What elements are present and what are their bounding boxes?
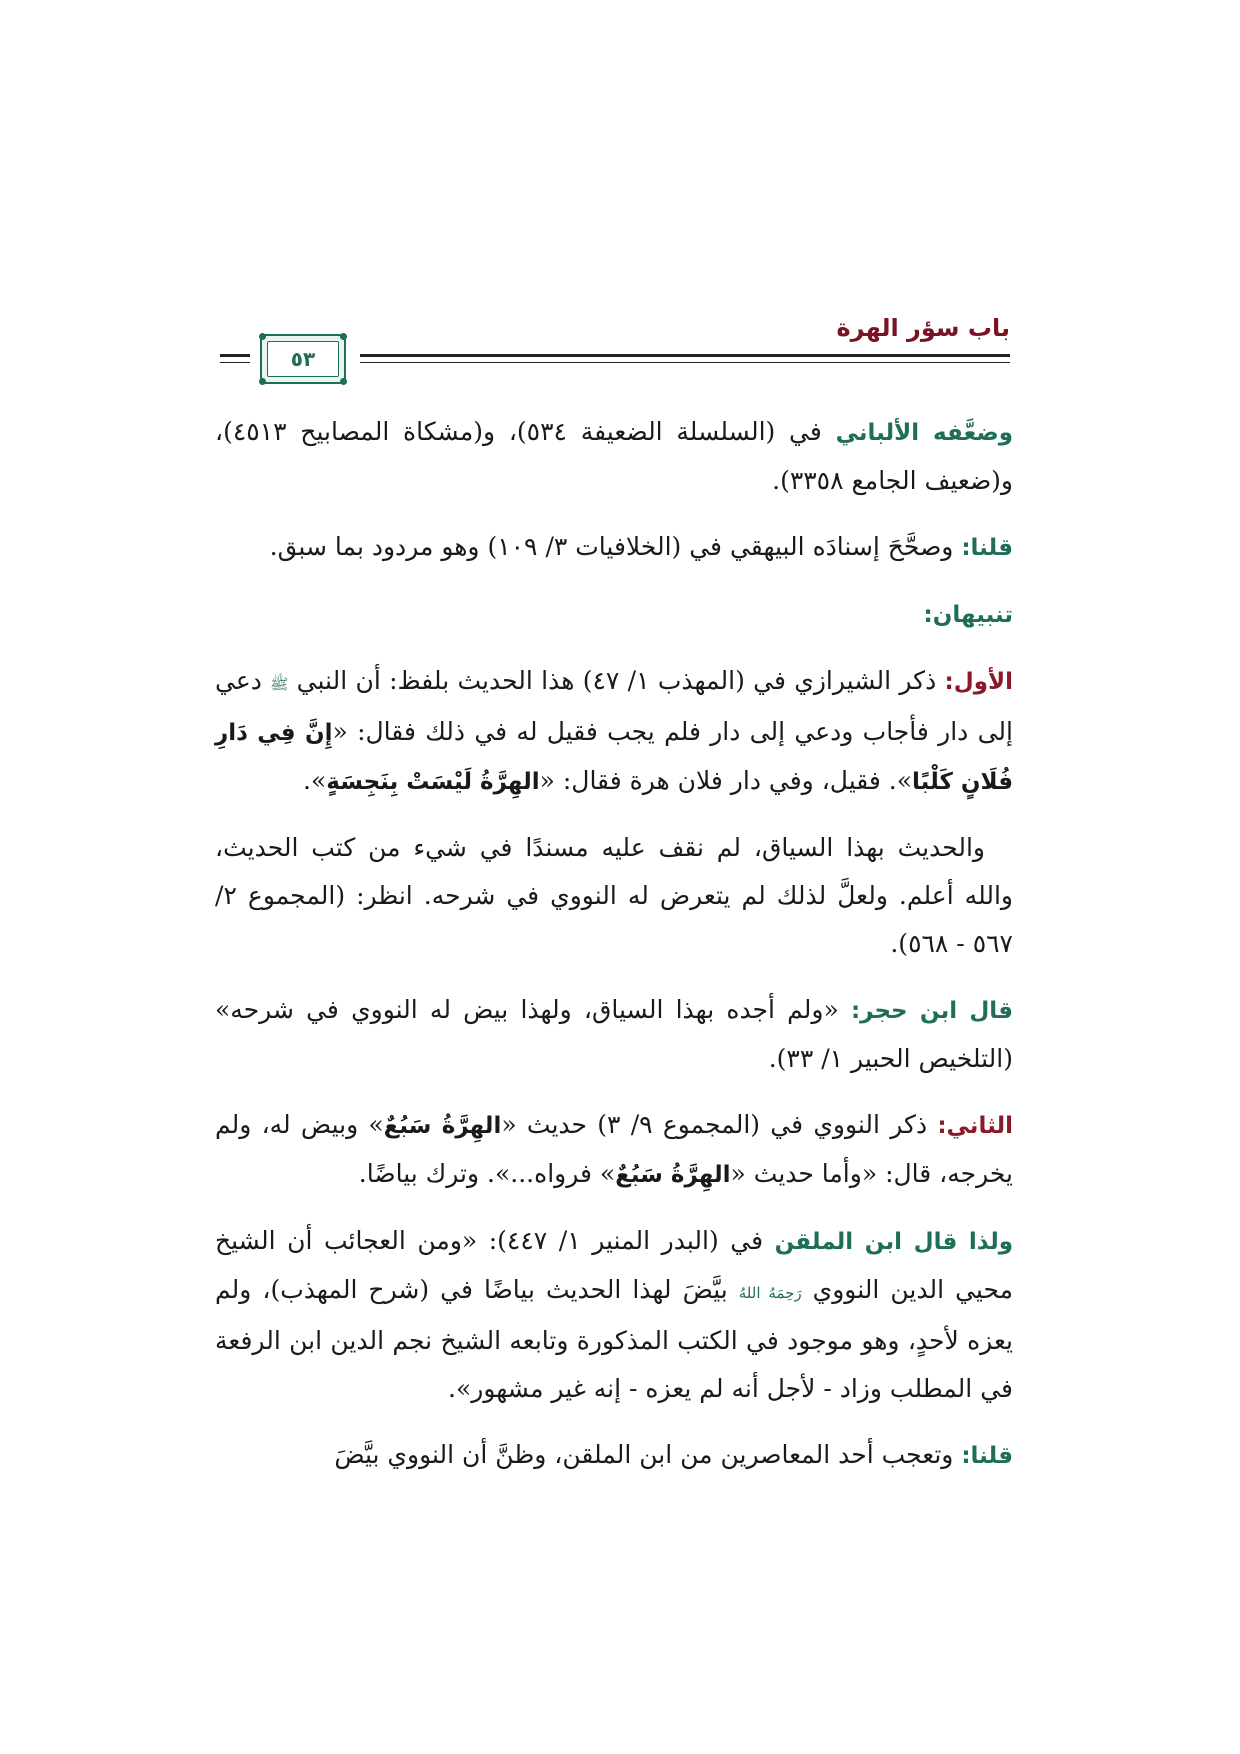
paragraph-albani-grading bbox=[215, 408, 1013, 505]
paragraph-text: ذكر الشيرازي في (المهذب ١/ ٤٧) هذا الحديث بلفظ: أن النبي bbox=[288, 666, 945, 695]
paragraph-text: بيَّضَ لهذا الحديث بياضًا في (شرح المهذب)، ولم يعزه لأحدٍ، وهو موجود في الكتب المذكورة وتابعه الشيخ نجم الدين ابن الرفعة في المطلب وزاد - لأجل أنه لم يعزه - إنه غير مشهور». bbox=[215, 1275, 1013, 1403]
paragraph-text: وتعجب أحد المعاصرين من ابن الملقن، وظنَّ أن النووي بيَّضَ bbox=[334, 1440, 962, 1469]
paragraph-lead: الثاني: bbox=[937, 1113, 1013, 1139]
paragraph-text: ذكر النووي في (المجموع ٩/ ٣) حديث « bbox=[501, 1110, 938, 1139]
hadith-quote: الهِرَّةُ لَيْسَتْ بِنَجِسَةٍ bbox=[326, 769, 540, 795]
page-body bbox=[215, 408, 1013, 1498]
paragraph-second-note bbox=[215, 1101, 1013, 1199]
chapter-title: باب سؤر الهرة bbox=[836, 314, 1010, 342]
page-header bbox=[220, 312, 1010, 386]
ornament-dot bbox=[259, 378, 266, 385]
ornament-dot bbox=[259, 333, 266, 340]
paragraph-text: في (السلسلة الضعيفة ٥٣٤)، و(مشكاة المصابيح ٤٥١٣)، و(ضعيف الجامع ٣٣٥٨). bbox=[215, 417, 1013, 495]
rahimahullah-ornament: رَحِمَهُ اللهُ bbox=[738, 1284, 802, 1302]
page-number: ٥٣ bbox=[267, 341, 339, 377]
paragraph-text: ». bbox=[303, 766, 327, 795]
paragraph-text: ». فقيل، وفي دار فلان هرة فقال: « bbox=[539, 766, 913, 795]
ornament-dot bbox=[340, 333, 347, 340]
paragraph-lead: قلنا: bbox=[961, 535, 1013, 561]
paragraph-text: والحديث بهذا السياق، لم نقف عليه مسندًا في شيء من كتب الحديث، والله أعلم. ولعلَّ لذلك لم يتعرض له النووي في شرحه. انظر: (المجموع ٢/ ٥٦٧ - ٥٦٨). bbox=[215, 833, 1013, 958]
paragraph-bayhaqi bbox=[215, 523, 1013, 572]
paragraph-text: «ولم أجده بهذا السياق، ولهذا بيض له النووي في شرحه» (التلخيص الحبير ١/ ٣٣). bbox=[215, 995, 1013, 1073]
paragraph-context bbox=[215, 824, 1013, 968]
paragraph-ibn-hajar bbox=[215, 986, 1013, 1083]
salla-allahu-ornament: ﷺ bbox=[270, 675, 289, 693]
paragraph-text: » وبيض له، ولم يخرجه، قال: «وأما حديث « bbox=[215, 1110, 1013, 1188]
paragraph-text: » فرواه...». وترك بياضًا. bbox=[358, 1159, 616, 1188]
paragraph-lead: وضعَّفه الألباني bbox=[835, 420, 1014, 446]
hadith-quote: إِنَّ فِي دَارِ فُلَانٍ كَلْبًا bbox=[215, 720, 1013, 795]
section-heading: تنبيهان: bbox=[923, 602, 1013, 628]
header-rule-top-right bbox=[360, 354, 1010, 357]
header-rule-bottom-left bbox=[220, 362, 250, 363]
hadith-quote: الهِرَّةُ سَبُعٌ bbox=[615, 1162, 731, 1188]
paragraph-lead: قلنا: bbox=[961, 1443, 1013, 1469]
paragraph-lead: ولذا قال ابن الملقن bbox=[774, 1229, 1014, 1255]
paragraph-text: دعي إلى دار فأجاب ودعي إلى دار فلم يجب فقيل له في ذلك فقال: « bbox=[215, 666, 1013, 746]
paragraph-first-note bbox=[215, 657, 1013, 806]
ornament-dot bbox=[340, 378, 347, 385]
section-heading-notes bbox=[215, 590, 1013, 639]
paragraph-lead: الأول: bbox=[944, 669, 1014, 695]
header-rule-bottom-right bbox=[360, 362, 1010, 363]
hadith-quote: الهِرَّةُ سَبُعٌ bbox=[383, 1113, 502, 1139]
page-number-badge bbox=[260, 334, 346, 384]
paragraph-text: في (البدر المنير ١/ ٤٤٧): «ومن العجائب أن الشيخ محيي الدين النووي bbox=[215, 1226, 1013, 1304]
paragraph-final bbox=[215, 1431, 1013, 1480]
paragraph-ibn-mulaqqin bbox=[215, 1217, 1013, 1413]
header-rule-top-left bbox=[220, 354, 250, 357]
paragraph-text: وصحَّحَ إسنادَه البيهقي في (الخلافيات ٣/ ١٠٩) وهو مردود بما سبق. bbox=[269, 532, 962, 561]
paragraph-lead: قال ابن حجر: bbox=[850, 998, 1013, 1024]
